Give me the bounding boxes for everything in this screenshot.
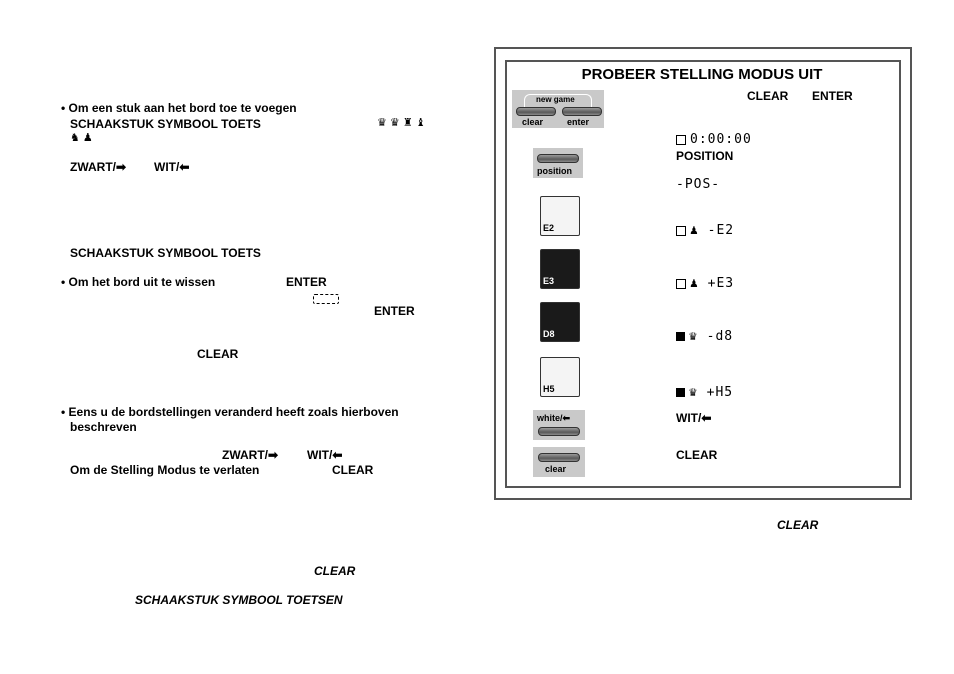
lcd-e2: ♟ -E2 — [676, 223, 734, 238]
step1-enter-text: ENTER — [812, 89, 853, 103]
lcd-h5: ♛ +H5 — [676, 385, 733, 400]
piece-symbol-key-text: SCHAAKSTUK SYMBOOL TOETS — [70, 117, 261, 131]
clear-button-2[interactable] — [538, 453, 580, 462]
white-indicator-icon — [676, 226, 686, 236]
black-indicator-icon — [676, 332, 685, 341]
white-indicator-icon — [676, 135, 686, 145]
bullet-after-changes: • Eens u de bordstellingen veranderd heeft zoals hierboven — [61, 405, 399, 419]
clear-italic-text: CLEAR — [314, 564, 356, 578]
enter-key-label: enter — [567, 117, 590, 127]
enter-button[interactable] — [562, 107, 602, 116]
white-keypad — [533, 410, 585, 440]
clear-key-text-2: CLEAR — [332, 463, 374, 477]
exit-mode-text: Om de Stelling Modus te verlaten — [70, 463, 260, 477]
clear-keypad-2 — [533, 447, 585, 477]
lcd-clock: 0:00:00 — [676, 132, 752, 147]
position-keypad — [533, 148, 583, 178]
bullet-clear-board: • Om het bord uit te wissen — [61, 275, 216, 289]
black-indicator-icon — [676, 388, 685, 397]
new-game-keypad — [512, 90, 604, 128]
white-button[interactable] — [538, 427, 580, 436]
wit-text: WIT/⬅ — [676, 411, 712, 425]
lcd-blank-icon — [313, 291, 339, 309]
bullet-after-changes-cont: beschreven — [70, 420, 137, 434]
clear-key-text: CLEAR — [197, 347, 239, 361]
lcd-pos: -POS- — [676, 177, 721, 192]
bullet-add-piece: • Om een stuk aan het bord toe te voegen — [61, 101, 297, 115]
wit-key-text-2: WIT/⬅ — [307, 448, 343, 462]
square-d8[interactable]: D8 — [540, 302, 580, 342]
panel-title: PROBEER STELLING MODUS UIT — [581, 66, 823, 83]
clear-text: CLEAR — [676, 448, 718, 462]
new-game-label: new game — [536, 95, 575, 104]
clear-button[interactable] — [516, 107, 556, 116]
enter-key-text-2: ENTER — [374, 304, 415, 318]
lcd-d8: ♛ -d8 — [676, 329, 733, 344]
enter-key-text: ENTER — [286, 275, 327, 289]
position-button[interactable] — [537, 154, 579, 163]
square-e3[interactable]: E3 — [540, 249, 580, 289]
zwart-key-text: ZWART/➡ — [70, 160, 127, 174]
zwart-key-text-2: ZWART/➡ — [222, 448, 279, 462]
clear-key-label-2: clear — [545, 464, 567, 474]
square-e2[interactable]: E2 — [540, 196, 580, 236]
wit-key-text: WIT/⬅ — [154, 160, 190, 174]
piece-symbols-row-2: ♞ ♟ — [70, 132, 93, 144]
white-key-label: white/⬅ — [537, 413, 571, 423]
piece-symbols-row-1: ♛ ♛ ♜ ♝ — [377, 117, 426, 129]
step1-clear-text: CLEAR — [747, 89, 789, 103]
lcd-e3: ♟ +E3 — [676, 276, 734, 291]
position-text: POSITION — [676, 149, 734, 163]
clear-italic-right: CLEAR — [777, 518, 819, 532]
piece-symbol-keys-italic: SCHAAKSTUK SYMBOOL TOETSEN — [135, 593, 343, 607]
piece-symbol-key-text-2: SCHAAKSTUK SYMBOOL TOETS — [70, 246, 261, 260]
white-indicator-icon — [676, 279, 686, 289]
square-h5[interactable]: H5 — [540, 357, 580, 397]
clear-key-label: clear — [522, 117, 544, 127]
position-key-label: position — [537, 166, 572, 176]
